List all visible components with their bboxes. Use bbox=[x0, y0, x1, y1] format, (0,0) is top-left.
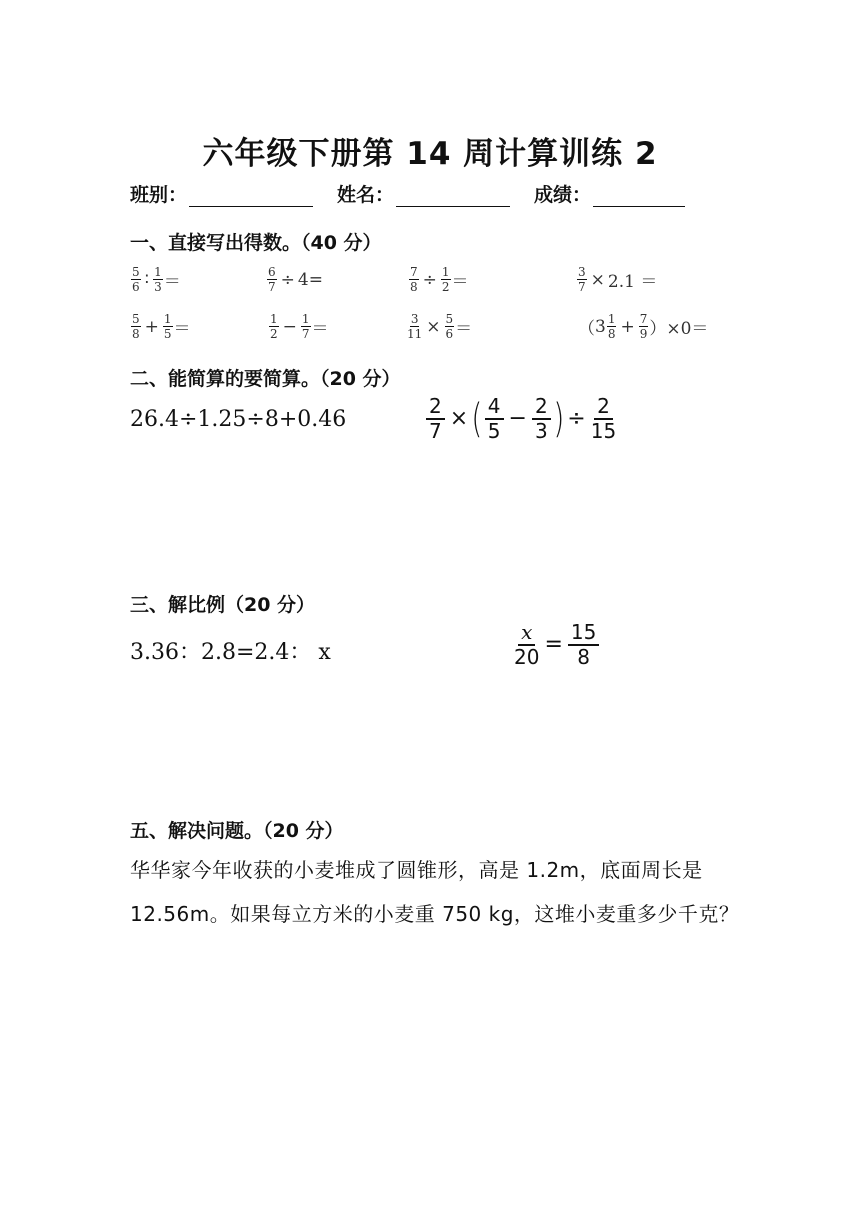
fraction: $\frac{1}{3}$ bbox=[154, 265, 162, 294]
page-title: 六年级下册第 14 周计算训练 2 bbox=[202, 136, 658, 172]
oral-item-6: $\frac{1}{2}$ − $\frac{1}{7}$ ＝ bbox=[270, 312, 329, 341]
oral-item-2: $\frac{6}{7}$ ÷ 4= bbox=[268, 265, 323, 294]
fraction: $\frac{7}{9}$ bbox=[639, 312, 648, 341]
proportion-expression-2: $\frac{x}{20}$ = $\frac{15}{8}$ bbox=[512, 622, 601, 667]
fraction: $\frac{4}{5}$ bbox=[485, 396, 504, 441]
fraction: $\frac{1}{2}$ bbox=[270, 312, 278, 341]
fraction: $\frac{1}{7}$ bbox=[301, 312, 310, 341]
fraction: $\frac{2}{15}$ bbox=[590, 394, 617, 443]
section-5-heading: 五、解决问题。（20 分） bbox=[130, 820, 344, 842]
fraction: $\frac{15}{8}$ bbox=[568, 622, 599, 667]
class-label: 班别： bbox=[130, 184, 188, 206]
oral-item-1: $\frac{5}{6}$ ∶ $\frac{1}{3}$ ＝ bbox=[132, 265, 181, 294]
fraction: $\frac{3}{7}$ bbox=[578, 265, 586, 294]
fraction: $\frac{2}{7}$ bbox=[426, 396, 445, 441]
fraction: $\frac{3}{11}$ bbox=[407, 312, 423, 341]
simplify-expression-2: $\frac{2}{7}$ × ( $\frac{4}{5}$ − $\frac{2}{3}$ ) ÷ $\frac{2}{15}$ bbox=[424, 396, 618, 441]
fraction: $\frac{6}{7}$ bbox=[268, 265, 276, 294]
fraction: $\frac{5}{6}$ bbox=[445, 312, 454, 341]
proportion-expression-1: 3.36：2.8=2.4： x bbox=[130, 640, 331, 665]
oral-item-4: $\frac{3}{7}$ × 2.1 ＝ bbox=[578, 265, 658, 294]
section-2-heading: 二、能简算的要简算。（20 分） bbox=[130, 368, 401, 390]
fraction: $\frac{1}{2}$ bbox=[441, 265, 450, 294]
name-blank[interactable] bbox=[396, 186, 510, 207]
section-1-heading: 一、直接写出得数。（40 分） bbox=[130, 232, 382, 254]
fraction: $\frac{7}{8}$ bbox=[410, 265, 418, 294]
fraction: $\frac{2}{3}$ bbox=[532, 396, 551, 441]
fraction: $\frac{5}{6}$ bbox=[132, 265, 140, 294]
oral-item-7: $\frac{3}{11}$ × $\frac{5}{6}$ ＝ bbox=[407, 312, 473, 341]
fraction: $\frac{1}{5}$ bbox=[163, 312, 172, 341]
name-label: 姓名： bbox=[337, 184, 395, 206]
section-3-heading: 三、解比例（20 分） bbox=[130, 594, 316, 616]
student-info-row bbox=[130, 180, 709, 207]
score-label: 成绩： bbox=[534, 184, 592, 206]
oral-item-5: $\frac{5}{8}$ + $\frac{1}{5}$ ＝ bbox=[132, 312, 191, 341]
fraction: $\frac{5}{8}$ bbox=[132, 312, 140, 341]
fraction: $\frac{1}{8}$ bbox=[607, 312, 616, 341]
word-problem-text: 华华家今年收获的小麦堆成了圆锥形，高是 1.2m，底面周长是 12.56m。如果每立方米的小麦重 750 kg，这堆小麦重多少千克？ bbox=[130, 858, 740, 926]
mixed-number: 3 $\frac{1}{8}$ bbox=[595, 312, 616, 341]
oral-item-8: （ 3 $\frac{1}{8}$ + $\frac{7}{9}$ ） ×0＝ bbox=[578, 312, 709, 341]
simplify-expression-1: 26.4÷1.25÷8+0.46 bbox=[130, 407, 347, 432]
oral-item-3: $\frac{7}{8}$ ÷ $\frac{1}{2}$ ＝ bbox=[410, 265, 469, 294]
score-blank[interactable] bbox=[593, 186, 685, 207]
fraction: $\frac{x}{20}$ bbox=[514, 620, 540, 669]
class-blank[interactable] bbox=[189, 186, 313, 207]
